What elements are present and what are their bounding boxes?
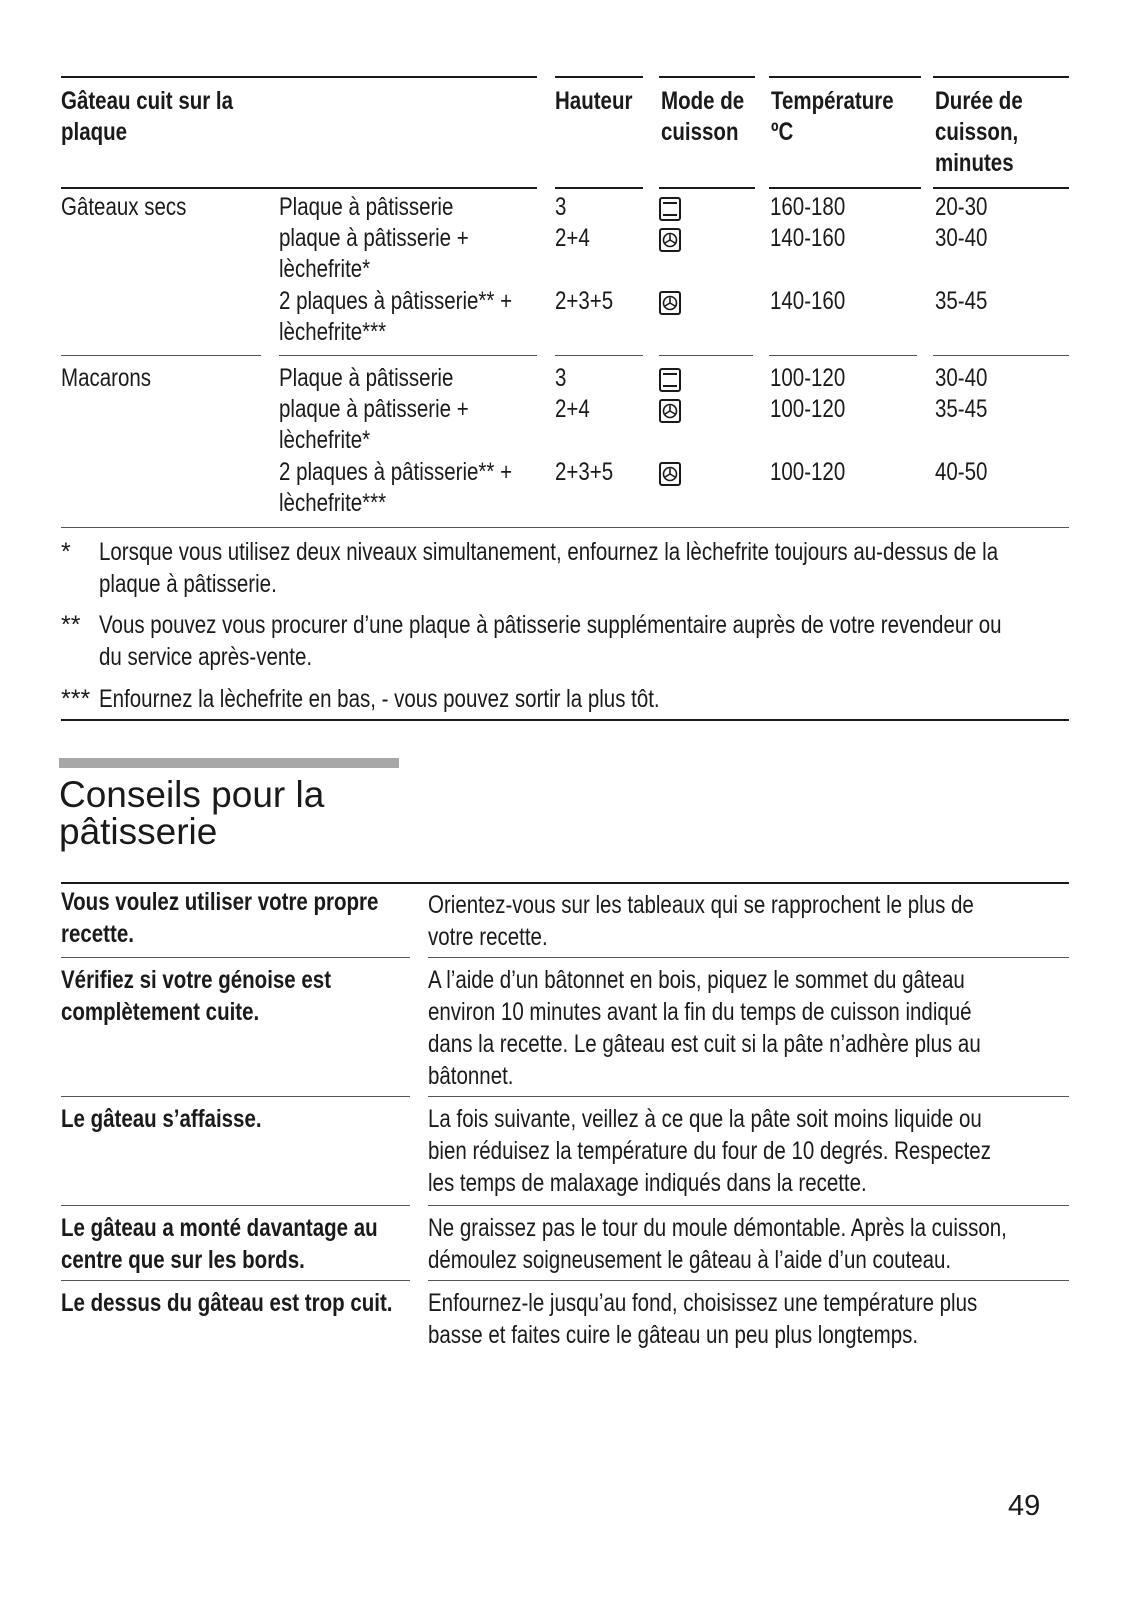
hot-air-fan-icon (659, 462, 681, 486)
hauteur-cell: 3 (555, 364, 567, 392)
footnote-mark: ** (61, 611, 81, 639)
duree-cell: 30-40 (935, 364, 988, 392)
tip-separator (428, 1205, 1069, 1206)
page-number: 49 (1008, 1490, 1041, 1522)
section-title: Conseils pour la pâtisserie (59, 774, 325, 852)
footnote-text: Lorsque vous utilisez deux niveaux simultanement, enfournez la lèchefrite toujours au-dessus de la plaque à pâtisserie. (99, 538, 999, 598)
header-mode-line2: cuisson (661, 118, 739, 146)
footnote-text: Enfournez la lèchefrite en bas, - vous pouvez sortir la plus tôt. (99, 685, 660, 713)
tip-separator (61, 957, 410, 958)
header-duree-line2: cuisson, (935, 118, 1019, 146)
group-separator (659, 355, 753, 356)
hot-air-fan-icon (659, 228, 681, 252)
tip-question: Vérifiez si votre génoise est complètement cuite. (61, 966, 332, 1026)
hauteur-cell: 2+4 (555, 224, 590, 252)
footnote-mark: *** (61, 685, 91, 713)
duree-cell: 40-50 (935, 458, 988, 486)
accessory-cell: 2 plaques à pâtisserie** + lèchefrite*** (279, 458, 513, 517)
header-item (61, 76, 537, 188)
header-duree (933, 76, 1069, 188)
group-name-macarons: Macarons (61, 364, 152, 392)
hauteur-cell: 3 (555, 193, 567, 221)
tip-answer: Orientez-vous sur les tableaux qui se rapprochent le plus de votre recette. (428, 891, 974, 951)
tip-separator (428, 1280, 1069, 1281)
header-hauteur (555, 76, 643, 188)
hot-air-fan-icon (659, 399, 681, 423)
temperature-cell: 100-120 (770, 395, 846, 423)
header-mode (659, 76, 755, 188)
accessory-cell: plaque à pâtisserie + lèchefrite* (279, 395, 469, 454)
tip-question: Vous voulez utiliser votre propre recette. (61, 888, 379, 948)
tip-answer: Ne graissez pas le tour du moule démontable. Après la cuisson, démoulez soigneusement le gâteau à l’aide d’un couteau. (428, 1214, 1007, 1274)
tip-separator (61, 1205, 410, 1206)
accessory-cell: 2 plaques à pâtisserie** + lèchefrite*** (279, 287, 513, 346)
tip-separator (61, 1096, 410, 1097)
header-item-label: Gâteau cuit sur la plaque (61, 87, 234, 146)
duree-cell: 20-30 (935, 193, 988, 221)
temperature-cell: 160-180 (770, 193, 846, 221)
accessory-cell: Plaque à pâtisserie (279, 193, 454, 221)
tip-question: Le gâteau a monté davantage au centre que sur les bords. (61, 1214, 378, 1274)
tip-answer: Enfournez-le jusqu’au fond, choisissez une température plus basse et faites cuire le gâteau un peu plus longtemps. (428, 1289, 978, 1349)
table-end-rule (61, 527, 1069, 528)
accessory-cell: plaque à pâtisserie + lèchefrite* (279, 224, 469, 283)
tip-separator (61, 1280, 410, 1281)
temperature-cell: 100-120 (770, 458, 846, 486)
top-bottom-heat-icon (659, 197, 681, 221)
header-duree-line3: minutes (935, 149, 1014, 177)
hauteur-cell: 2+3+5 (555, 458, 614, 486)
tip-answer: A l’aide d’un bâtonnet en bois, piquez le sommet du gâteau environ 10 minutes avant la fin du temps de cuisson indiqué dans la recette. Le gâteau est cuit si la pâte n’adhère plus au bâtonnet. (428, 966, 981, 1090)
group-separator (555, 355, 643, 356)
accessory-cell: Plaque à pâtisserie (279, 364, 454, 392)
group-separator (61, 355, 261, 356)
tip-question: Le dessus du gâteau est trop cuit. (61, 1289, 393, 1317)
tip-separator (428, 1096, 1069, 1097)
group-separator (769, 355, 917, 356)
duree-cell: 35-45 (935, 395, 988, 423)
group-separator (279, 355, 537, 356)
duree-cell: 30-40 (935, 224, 988, 252)
hauteur-cell: 2+3+5 (555, 287, 614, 315)
tip-separator (428, 957, 1069, 958)
temperature-cell: 100-120 (770, 364, 846, 392)
hot-air-fan-icon (659, 291, 681, 315)
temperature-cell: 140-160 (770, 287, 846, 315)
header-temperature (769, 76, 921, 188)
group-name-gateaux-secs: Gâteaux secs (61, 193, 187, 221)
duree-cell: 35-45 (935, 287, 988, 315)
tips-top-rule (61, 882, 1069, 884)
footnote-mark: * (61, 538, 71, 566)
group-separator (933, 355, 1069, 356)
tip-question: Le gâteau s’affaisse. (61, 1105, 262, 1133)
header-duree-line1: Durée de (935, 87, 1023, 115)
temperature-cell: 140-160 (770, 224, 846, 252)
header-hauteur-label: Hauteur (555, 87, 633, 115)
footnote-text: Vous pouvez vous procurer d’une plaque à pâtisserie supplémentaire auprès de votre revendeur ou du service après-vente. (99, 611, 1002, 671)
footnotes-end-rule (61, 719, 1069, 721)
header-temperature-line2: ºC (771, 118, 794, 146)
tip-answer: La fois suivante, veillez à ce que la pâte soit moins liquide ou bien réduisez la température du four de 10 degrés. Respectez les temps de malaxage indiqués dans la recette. (428, 1105, 991, 1197)
hauteur-cell: 2+4 (555, 395, 590, 423)
header-mode-line1: Mode de (661, 87, 745, 115)
header-temperature-line1: Température (771, 87, 894, 115)
top-bottom-heat-icon (659, 368, 681, 392)
section-accent-bar (59, 758, 399, 768)
